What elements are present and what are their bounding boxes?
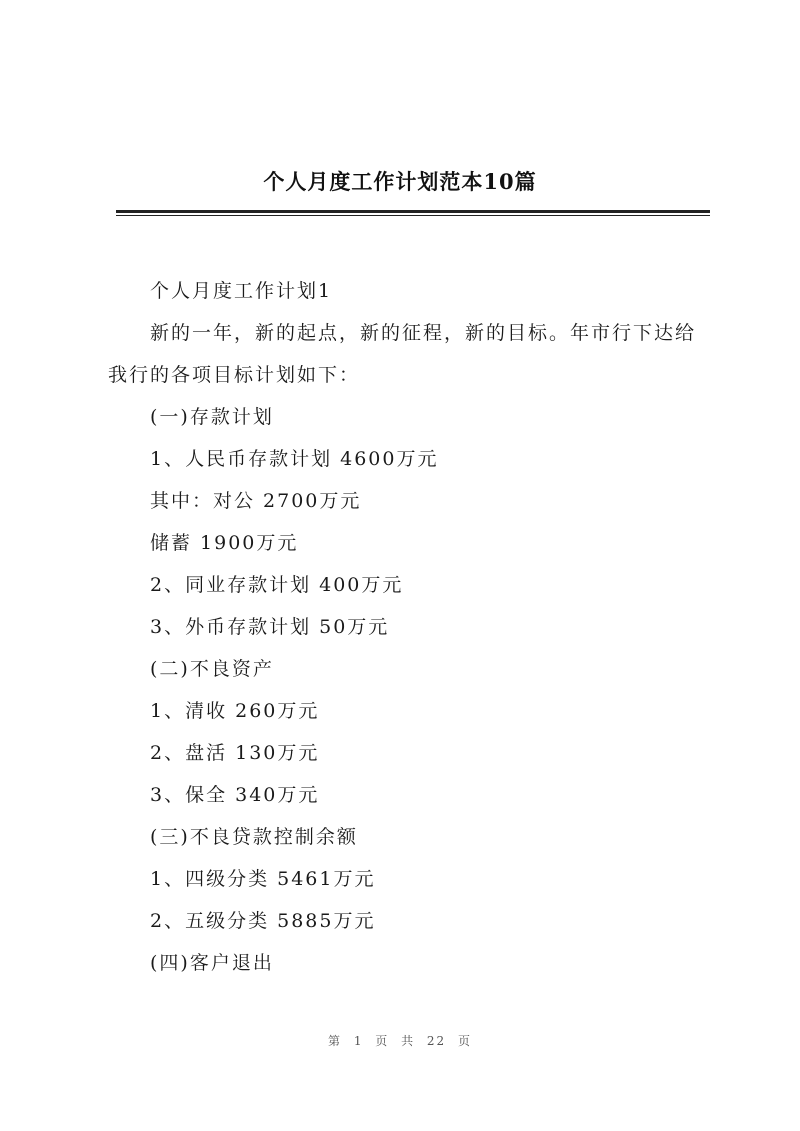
title-divider — [116, 210, 710, 213]
subheading-deposit-plan: (一)存款计划 — [150, 406, 274, 428]
document-title: 个人月度工作计划范本10篇 — [263, 169, 537, 194]
title-divider-thin — [116, 215, 710, 216]
list-item: 1、四级分类 5461万元 — [150, 868, 376, 890]
list-item: 其中：对公 2700万元 — [150, 490, 362, 512]
subheading-bad-assets: (二)不良资产 — [150, 658, 274, 680]
subheading-bad-loan-control: (三)不良贷款控制余额 — [150, 826, 358, 848]
page-number-footer: 第 1 页 共 22 页 — [328, 1034, 472, 1048]
list-item: 3、保全 340万元 — [150, 784, 320, 806]
list-item: 3、外币存款计划 50万元 — [150, 616, 390, 638]
list-item: 1、人民币存款计划 4600万元 — [150, 448, 439, 470]
section-heading: 个人月度工作计划1 — [150, 280, 333, 302]
list-item: 2、盘活 130万元 — [150, 742, 320, 764]
subheading-customer-exit: (四)客户退出 — [150, 952, 274, 974]
document-body — [108, 270, 712, 984]
list-item: 1、清收 260万元 — [150, 700, 320, 722]
list-item: 2、五级分类 5885万元 — [150, 910, 376, 932]
list-item: 储蓄 1900万元 — [150, 532, 299, 554]
intro-paragraph: 新的一年，新的起点，新的征程，新的目标。年市行下达给我行的各项目标计划如下： — [108, 322, 697, 386]
list-item: 2、同业存款计划 400万元 — [150, 574, 404, 596]
